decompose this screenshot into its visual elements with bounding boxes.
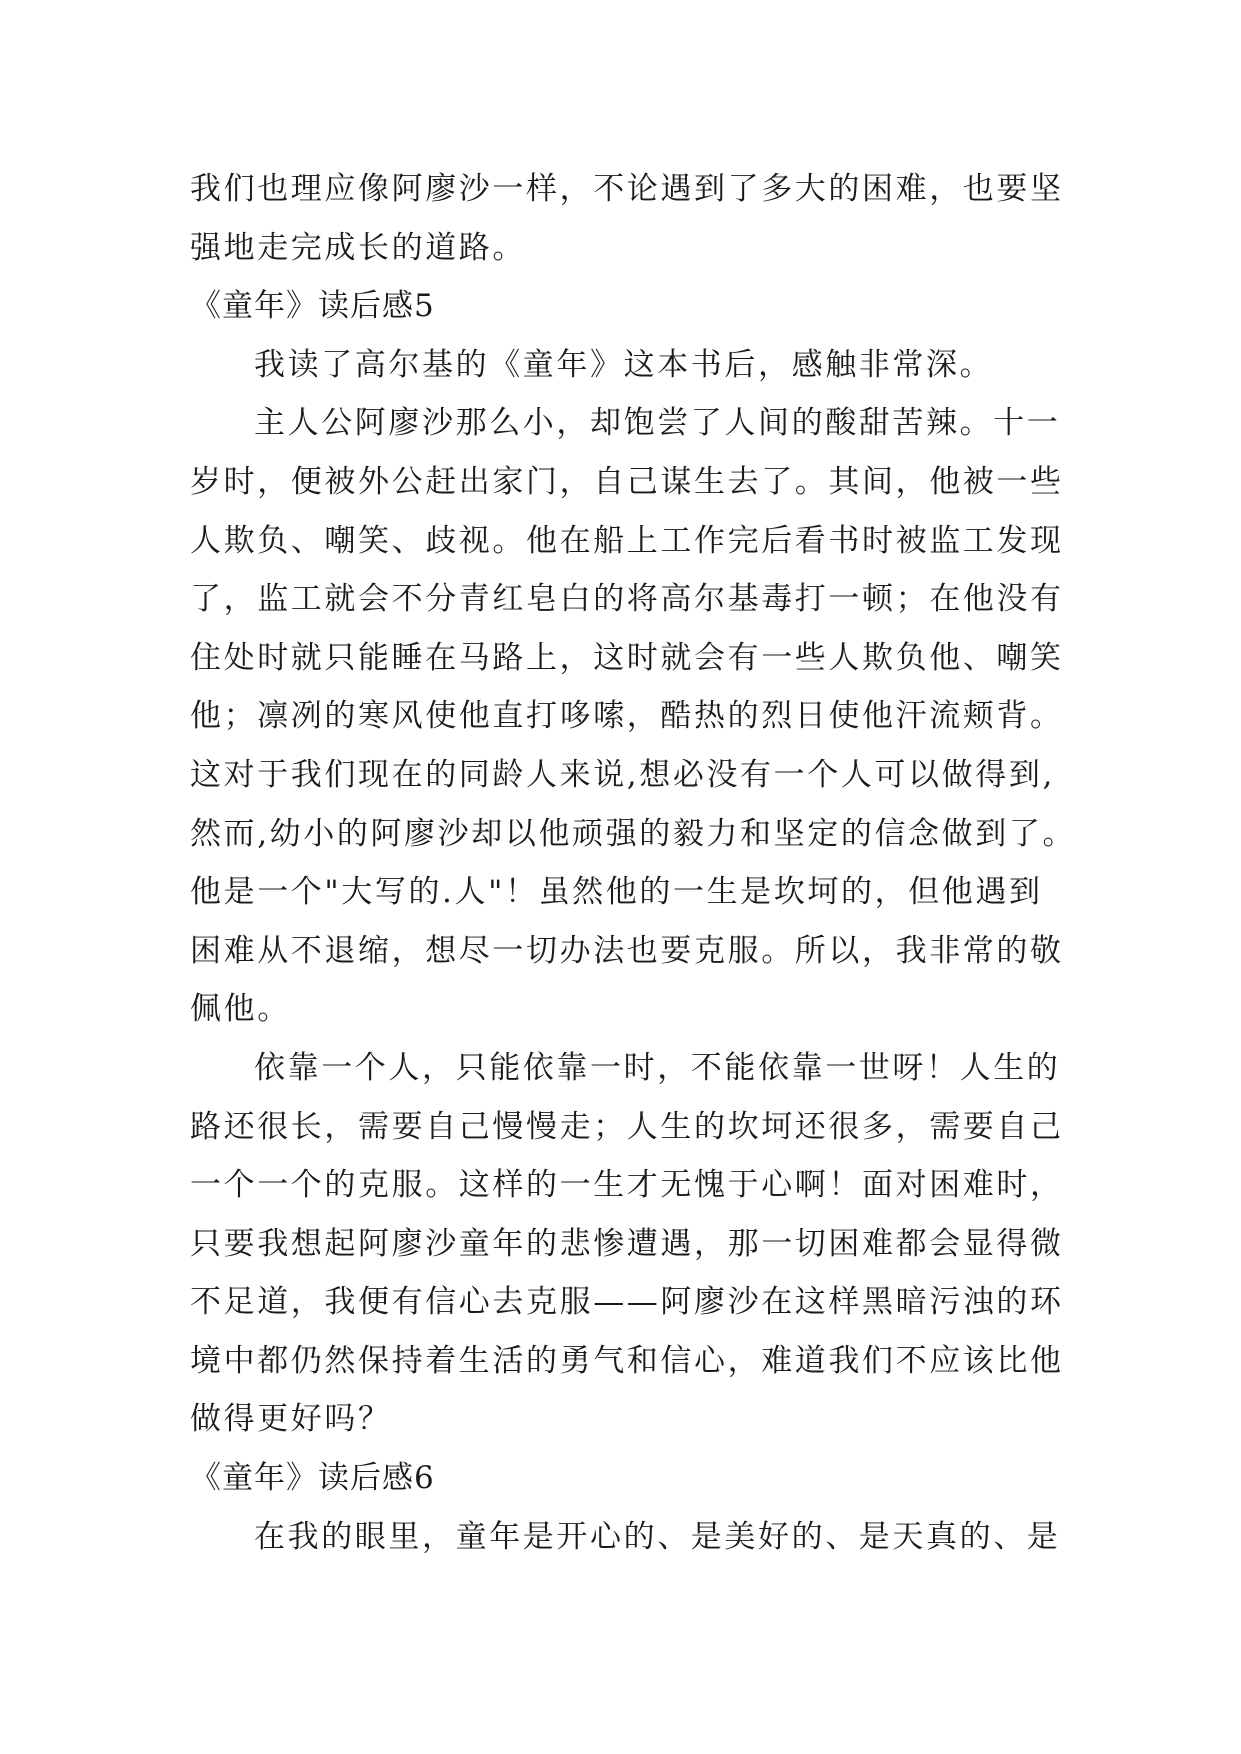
text-line: 了，监工就会不分青红皂白的将高尔基毒打一顿；在他没有 <box>190 581 1064 618</box>
text-line: 一个一个的克服。这样的一生才无愧于心啊！面对困难时， <box>190 1167 1064 1204</box>
text-line: 我们也理应像阿廖沙一样，不论遇到了多大的困难，也要坚 <box>190 171 1064 207</box>
text-line: 人欺负、嘲笑、歧视。他在船上工作完后看书时被监工发现 <box>190 522 1064 559</box>
text-line: 住处时就只能睡在马路上，这时就会有一些人欺负他、嘲笑 <box>190 639 1064 676</box>
text-line: 主人公阿廖沙那么小，却饱尝了人间的酸甜苦辣。十一 <box>254 405 1061 442</box>
text-line: 做得更好吗？ <box>190 1401 392 1438</box>
text-line: 佩他。 <box>190 991 291 1028</box>
text-line: 不足道，我便有信心去克服——阿廖沙在这样黑暗污浊的环 <box>190 1284 1064 1321</box>
text-line: 境中都仍然保持着生活的勇气和信心，难道我们不应该比他 <box>190 1342 1064 1379</box>
text-line: 他是一个"大写的.人"！虽然他的一生是坎坷的，但他遇到 <box>190 874 1043 911</box>
text-line: 这对于我们现在的同龄人来说,想必没有一个人可以做得到, <box>190 756 1055 793</box>
text-line: 他；凛冽的寒风使他直打哆嗦，酷热的烈日使他汗流颊背。 <box>190 698 1064 735</box>
text-line: 在我的眼里，童年是开心的、是美好的、是天真的、是 <box>254 1518 1061 1555</box>
document-page <box>190 160 1077 1566</box>
text-line: 依靠一个人，只能依靠一时，不能依靠一世呀！人生的 <box>254 1049 1061 1086</box>
text-line: 岁时，便被外公赶出家门，自己谋生去了。其间，他被一些 <box>190 463 1064 500</box>
text-line: 困难从不退缩，想尽一切办法也要克服。所以，我非常的敬 <box>190 932 1064 969</box>
text-line: 然而,幼小的阿廖沙却以他顽强的毅力和坚定的信念做到了。 <box>190 815 1077 852</box>
section-heading: 《童年》读后感6 <box>190 1460 435 1497</box>
text-line: 路还很长，需要自己慢慢走；人生的坎坷还很多，需要自己 <box>190 1108 1064 1145</box>
text-line: 我读了高尔基的《童年》这本书后，感触非常深。 <box>254 346 994 383</box>
text-line: 强地走完成长的道路。 <box>190 229 526 266</box>
section-heading: 《童年》读后感5 <box>190 288 435 325</box>
text-line: 只要我想起阿廖沙童年的悲惨遭遇，那一切困难都会显得微 <box>190 1225 1064 1262</box>
